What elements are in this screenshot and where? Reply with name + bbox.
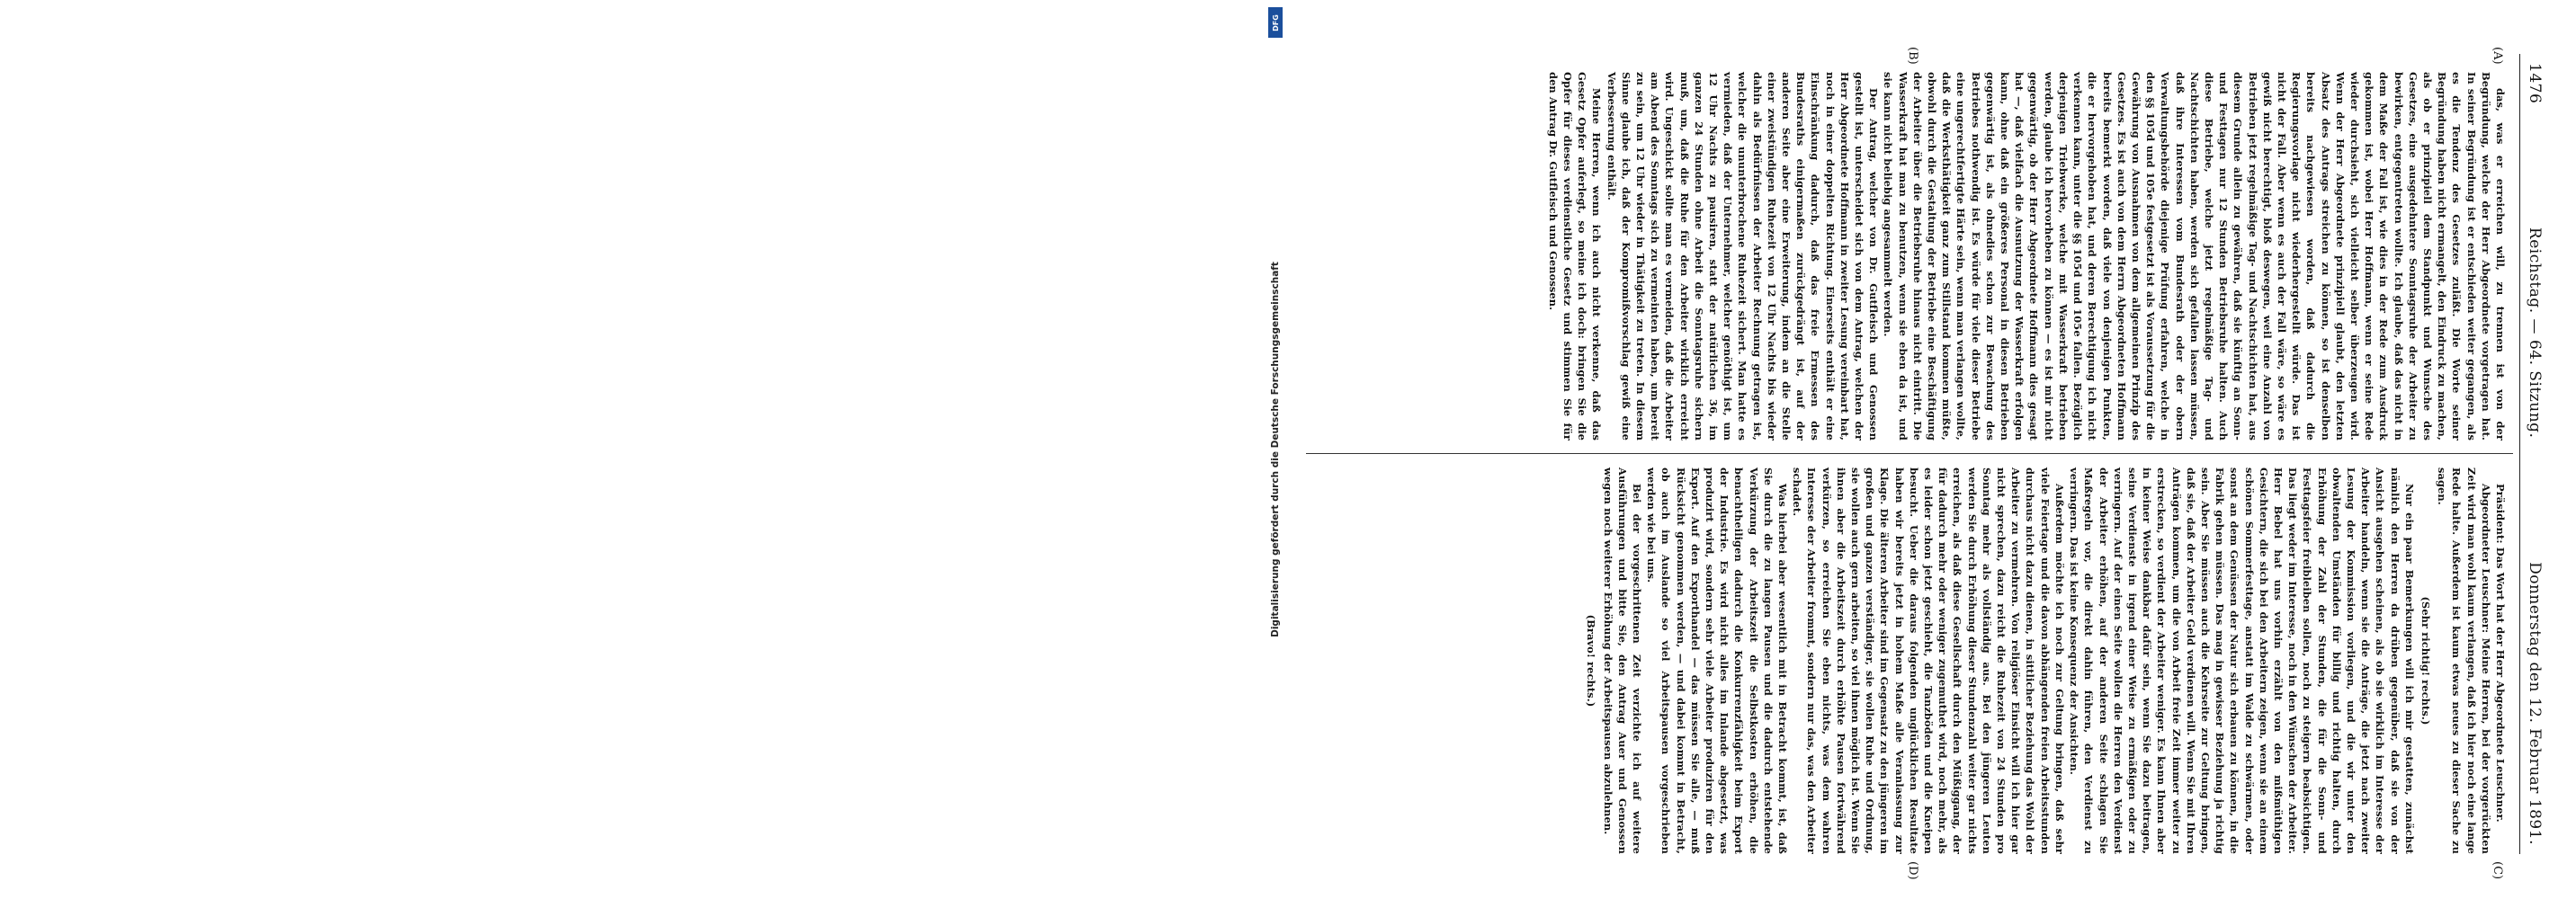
paragraph: Der Antrag, welcher von Dr. Gutfleisch und Genossen gestellt ist, unterscheidet sich von dem Antrag, welchen der Herr Abgeordnete Hoffmann in zweiter Lesung vereinbart hat, noch in einer doppelten Richtung. Einerseits enthält er eine Einschränkung dadurch, daß das freie Ermessen des Bundesraths einigermaßen zurückgedrängt ist, auf der anderen Seite aber eine Erweiterung, indem an die Stelle einer zweistündigen Ruhezeit von 12 Uhr Nachts bis wieder dahin als Bedürfnissen der Arbeiter Rechnung getragen ist, welcher die ununterbrochene Ruhezeit sichert. Man hatte es vermieden, daß der Unternehmer, welcher genöthigt ist, um 12 Uhr Nachts zu pausiren, statt der natürlichen 36, im ganzen 24 Stunden ohne Arbeit die Sonntagsruhe sichern muß, um, daß die Ruhe für den Arbeiter wirklich erreicht wird. Ungeschickt sollte man es vermeiden, daß die Arbeiter am Abend des Sonntags sich zu vermeinten haben, um bereit zu sein, um 12 Uhr wieder in Thätigkeit zu treten. In diesem Sinne glaube ich, daß der Kompromißvorschlag gewiß eine Verbesserung enthält. xyxy=(1605,72,1881,441)
margin-mark-c: (C) xyxy=(2491,861,2504,880)
interjection: (Bravo! rechts.) xyxy=(1585,614,1598,708)
column-divider xyxy=(1306,453,2513,454)
page-number: 1476 xyxy=(2526,63,2544,104)
dfg-logo-text: DFG xyxy=(1271,13,1280,31)
scanned-page xyxy=(1288,0,2576,899)
paragraph: Präsident: Das Wort hat der Herr Abgeordnete Leuschner. xyxy=(2494,484,2507,823)
margin-mark-b: (B) xyxy=(1906,47,1919,65)
paragraph: Was hierbei aber wesentlich mit in Betracht kommt, ist, daß Sie durch die zu langen Pausen und die dadurch entstehende Verkürzung der Arbeitszeit die Selbstkosten erhöhen, die benachtheiligen dadurch die Konkurrenzfähigkeit beim Export der Industrie. Es wird nicht alles im Inlande abgesetzt, was produzirt wird, sondern sehr viele Arbeiter produziren für den Export. Auf den Exporthandel — das müssen Sie alle, — muß Rücksicht genommen werden, — und dabei kommt in Betracht, ob auch im Auslande so viel Arbeitspausen vorgeschrieben werden wie bei uns. xyxy=(1645,467,1790,854)
paragraph: Außerdem möchte ich noch zur Geltung bringen, daß sehr viele Feiertage und die davon abhängenden freien Arbeitsstunden durchaus nicht dazu dienen, in sittlicher Beziehung das Wohl der Arbeiter zu vermehren. Von religiöser Einsicht will ich hier gar nicht sprechen, dazu reicht die Ruhezeit von 24 Stunden pro Sonntag mehr als vollständig aus. Bei den jüngeren Leuten werden Sie durch Erhöhung dieser Stundenzahl weiter gar nichts erreichen, als daß diese Gesellschaft durch den Müßiggang, der für dadurch mehr oder weniger zugemuthet wird, noch mehr, als es leider schon jetzt geschieht, die Tanzböden und die Kneipen besucht. Ueber die daraus folgenden unglücklichen Resultate haben wir bereits jetzt in hohem Maße alle Veranlassung zur Klage. Die älteren Arbeiter sind im Gegensatz zu den jüngeren im großen und ganzen verständiger, sie wollen Ruhe und Ordnung, sie wollen auch gern arbeiten, so viel ihnen möglich ist. Wenn Sie ihnen aber die Arbeitszeit durch erhöhte Pausen fortwährend verkürzen, so erreichen Sie eben nichts, was dem wahren Interesse der Arbeiter frommt, sondern nur das, was den Arbeiter schadet. xyxy=(1791,467,2066,854)
margin-mark-d: (D) xyxy=(1906,861,1919,880)
paragraph: Nur ein paar Bemerkungen will ich mir gestatten, zunächst nämlich den Herren da drüben gegenüber, daß sie von der Ansicht ausgehen scheinen, als ob sie wirklich im Interesse der Arbeiter handeln, wenn sie die Anträge, die jetzt nach zweiter Lesung der Kommission vorliegen, und die wir unter den obwaltenden Umständen für billig und richtig halten, durch Erhöhung der Zahl der Stunden, die für die Sonn- und Festtagsfeier freibleiben sollen, noch zu steigern beabsichtigen. Das liegt weder im Interesse, noch in den Wünschen der Arbeiter. Herr Bebel hat uns vorhin erzählt von den mißmüthigen Gesichtern, die sich bei den Arbeitern zeigen, wenn sie an einem schönen Sommerfesttage, anstatt im Walde zu schwärmen, oder sonst an dem Genüssen der Natur sich erbauen zu können, in die Fabrik gehen müssen. Das mag in gewisser Beziehung ja richtig sein. Aber Sie müssen auch die Kehrseite zur Geltung bringen, daß sie, daß der Arbeiter Geld verdienen will. Wenn Sie mit Ihren Anträgen kommen, um die von Arbeit freie Zeit immer weiter zu erstrecken, so verdient der Arbeiter weniger. Es kann Ihnen aber in keiner Weise dankbar dafür sein, wenn Sie dazu beitragen, seine Verdienste in irgend einer Weise zu ermäßigen oder zu verringern. Auf der einen Seite wollen die Herren den Verdienst der Arbeiter erhöhen, auf der anderen Seite schlagen Sie Maßregeln vor, die direkt dahin führen, den Verdienst zu verringern. Das ist keine Konsequenz der Ansichten. xyxy=(2068,467,2416,854)
session-title: Reichstag. — 64. Sitzung. xyxy=(2526,227,2544,439)
right-column xyxy=(1304,467,2508,854)
dfg-credit-strip xyxy=(1265,0,1286,899)
paragraph: Bei der vorgeschrittenen Zeit verzichte ich auf weitere Ausführungen und bitte Sie, den Antrag Auer und Genossen wegen noch weiterer Erhöhung der Arbeitspausen abzulehnen. xyxy=(1601,467,1644,854)
paragraph: das, was er erreichen will, zu trennen ist von der Begründung, welche der Herr Abgeordnete vorgetragen hat. In seiner Begründung ist er entschieden weiter gegangen, als es die Tendenz des Gesetzes zuläßt. Die Worte seiner Begründung haben nicht ermangelt, den Eindruck zu machen, als ob er prinzipiell dem Standpunkt und Wunsche des Gesetzes, eine ausgedehntere Sonntagsruhe der Arbeiter zu bewirken, entgegentreten wollte. Ich glaube, daß das nicht in dem Maße der Fall ist, wie dies in der Rede zum Ausdruck gekommen ist, wobei Herr Hoffmann, wenn er seine Rede wieder durchsieht, sich vielleicht selber überzeugen wird. Wenn der Herr Abgeordnete prinzipiell glaubt, den letzten Absatz des Antrags streichen zu können, so ist denselben bereits nachgewiesen worden, daß dadurch die Regierungsvorlage nicht wiederhergestellt würde. Das ist nicht der Fall. Aber wenn es auch der Fall wäre, so wäre es gewiß nicht berechtigt, bloß deswegen, weil eine Anzahl von Betrieben jetzt regelmäßige Tag- und Nachtschichten hat, aus diesem Grunde allein zu gewähren, daß sie künftig an Sonn- und Festtagen nur 12 Stunden Betriebsruhe halten. Auch diese Betriebe, welche jetzt regelmäßige Tag- und Nachtschichten haben, werden sich gefallen lassen müssen, daß ihre Interessen vom Bundesrath oder der obern Verwaltungsbehörde diejenige Prüfung erfahren, welche in den §§ 105d und 105e festgesetzt ist als Voraussetzung für die Gewährung von Ausnahmen von dem allgemeinen Prinzip des Gesetzes. Es ist auch von dem Herrn Abgeordneten Hoffmann bereits bemerkt worden, daß viele von denjenigen Punkten, die er hervorgehoben hat, und deren Berechtigung ich nicht verkennen kann, unter die §§ 105d und 105e fallen. Bezüglich derjenigen Triebwerke, welche mit Wasserkraft betrieben werden, glaube ich hervorheben zu können — es ist mir nicht gegenwärtig, ob der Herr Abgeordnete Hoffmann dies gesagt hat —, daß vielfach die Ausnutzung der Wasserkraft erfolgen kann, ohne daß ein größeres Personal in diesen Betrieben gegenwärtig ist, als ohnedies schon zur Bewachung des Betriebes nothwendig ist. Es würde für viele dieser Betriebe eine ungerechtfertigte Härte sein, wenn man verlangen wollte, daß die Werksthätigkeit ganz zum Stillstand kommen müßte, obwohl durch die Gestaltung der Betriebe eine Beschäftigung der Arbeiter über die Betriebsruhe hinaus nicht eintritt. Die Wasserkraft hat man zu benutzen, wenn sie eben da ist, und sie kann nicht beliebig angesammelt werden. xyxy=(1882,72,2507,441)
header-rule xyxy=(2519,54,2520,854)
interjection: (Sehr richtig! rechts.) xyxy=(2419,596,2432,725)
margin-mark-a: (A) xyxy=(2491,47,2504,65)
page-header xyxy=(2522,63,2547,845)
dfg-credit-text: Digitalisierung gefördert durch die Deutsche Forschungsgemeinschaft xyxy=(1270,262,1282,637)
dfg-logo xyxy=(1268,7,1283,38)
paragraph: Meine Herren, wenn ich auch nicht verkenne, daß das Gesetz Opfer auferlegt, so meine ich doch: bringen Sie die Opfer für dieses verdienstliche Gesetz und stimmen Sie für den Antrag Dr. Gutfleisch und Genossen. xyxy=(1546,72,1604,441)
paragraph: Abgeordneter Leuschner: Meine Herren, bei der vorgerückten Zeit wird man wohl kaum verlangen, daß ich hier noch eine lange Rede halte. Außerdem ist kaum etwas neues zu dieser Sache zu sagen. xyxy=(2436,467,2492,854)
date-title: Donnerstag den 12. Februar 1891. xyxy=(2526,562,2544,845)
left-column xyxy=(1304,72,2508,441)
